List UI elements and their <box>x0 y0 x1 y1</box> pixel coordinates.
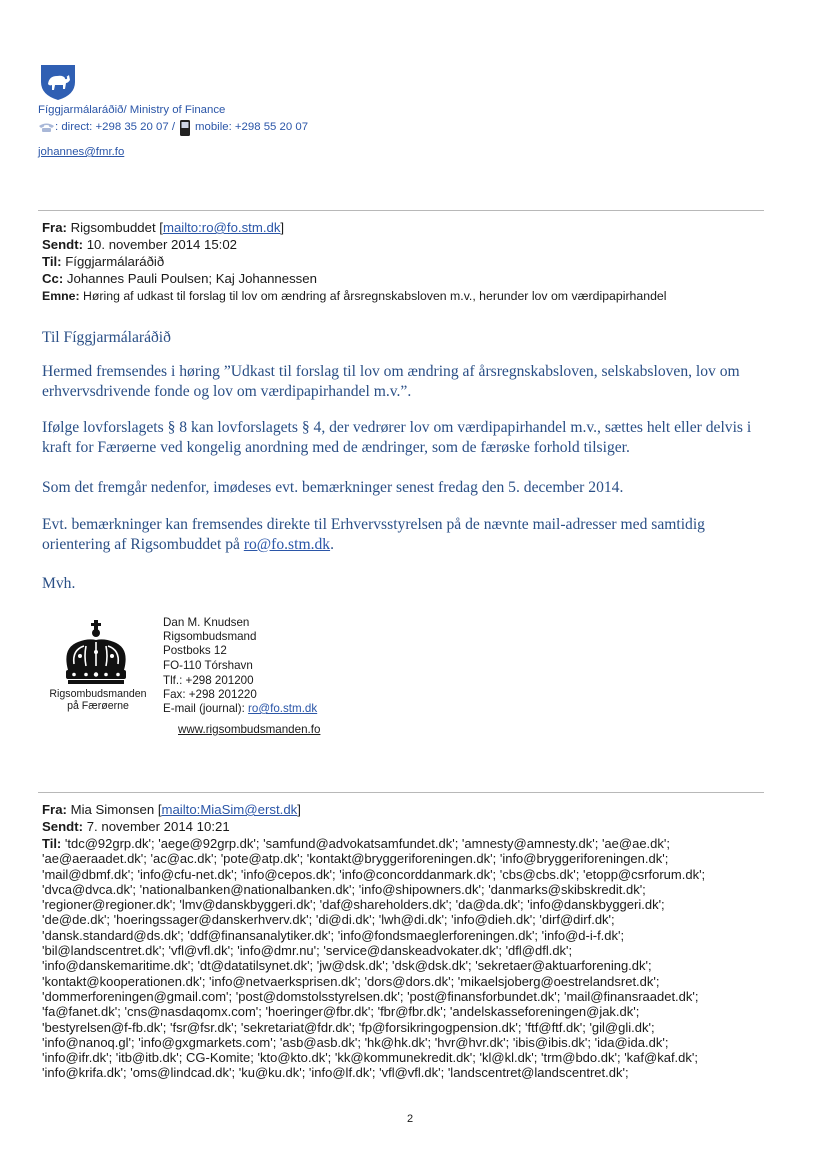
logo-caption: Rigsombudsmanden på Færøerne <box>49 688 147 712</box>
email1-cc: Cc: Johannes Pauli Poulsen; Kaj Johannessen <box>42 271 317 286</box>
recipient-line: 'regioner@regioner.dk'; 'lmv@danskbyggeri.dk'; 'daf@shareholders.dk'; 'da@da.dk'; 'info@danskbyggeri.dk'; <box>42 897 665 913</box>
recipient-line: Til: 'tdc@92grp.dk'; 'aege@92grp.dk'; 'samfund@advokatsamfundet.dk'; 'amnesty@amnesty.dk'; 'ae@ae.dk'; <box>42 836 670 851</box>
signature-address-2: FO-110 Tórshavn <box>163 659 253 672</box>
recipient-line: 'ae@aeraadet.dk'; 'ac@ac.dk'; 'pote@atp.dk'; 'kontakt@bryggeriforeningen.dk'; 'info@bryggeriforeningen.dk'; <box>42 851 669 867</box>
crown-logo-icon <box>60 618 132 686</box>
letter-closing: Mvh. <box>42 575 76 592</box>
email1-sent: Sendt: 10. november 2014 15:02 <box>42 237 238 252</box>
telephone-icon <box>38 122 55 133</box>
recipient-line: 'mail@dbmf.dk'; 'info@cfu-net.dk'; 'info@cepos.dk'; 'info@concorddanmark.dk'; 'cbs@cbs.dk'; 'etopp@csrforum.dk'; <box>42 866 706 882</box>
letter-paragraph-4: Evt. bemærkninger kan fremsendes direkte til Erhvervsstyrelsen på de nævnte mail-adresser med samtidig orientering af Rigsombuddet på ro@fo.stm.dk. <box>42 516 705 553</box>
recipient-line: 'fa@fanet.dk'; 'cns@nasdaqomx.com'; 'hoeringer@fbr.dk'; 'fbr@fbr.dk'; 'andelskasseforeningen@jak.dk'; <box>42 1004 640 1020</box>
email2-from-link[interactable]: mailto:MiaSim@erst.dk <box>161 802 298 817</box>
recipient-line: 'info@danskemaritime.dk'; 'dt@datatilsynet.dk'; 'jw@dsk.dk'; 'dsk@dsk.dk'; 'sekretaer@aktuarforening.dk'; <box>42 958 652 974</box>
signature-fax: Fax: +298 201220 <box>163 688 257 701</box>
recipient-line: 'dansk.standard@ds.dk'; 'ddf@finansanalytiker.dk'; 'info@fondsmaeglerforeningen.dk'; 'info@d-i-f.dk'; <box>42 927 625 943</box>
recipient-line: 'bil@landscentret.dk'; 'vfl@vfl.dk'; 'info@dmr.nu'; 'service@danskeadvokater.dk'; 'dfl@dfl.dk'; <box>42 943 573 959</box>
recipient-line: 'bestyrelsen@f-fb.dk'; 'fsr@fsr.dk'; 'sekretariat@fdr.dk'; 'fp@forsikringogpension.dk'; 'ftf@ftf.dk'; 'gil@gli.dk'; <box>42 1019 655 1035</box>
direct-phone: : direct: +298 35 20 07 / <box>55 121 176 133</box>
email1-from-link[interactable]: mailto:ro@fo.stm.dk <box>162 220 281 235</box>
signature-website-link[interactable]: www.rigsombudsmanden.fo <box>178 723 321 736</box>
rigsombud-email-link[interactable]: ro@fo.stm.dk <box>243 535 331 553</box>
letter-paragraph-1: Hermed fremsendes i høring ”Udkast til forslag til lov om ændring af årsregnskabsloven, selskabsloven, lov om erhvervsdrivende fonde og lov om værdipapirhandel m.v.”. <box>42 363 740 400</box>
letter-paragraph-2: Ifølge lovforslagets § 8 kan lovforslagets § 4, der vedrører lov om værdipapirhandel m.v., sættes helt eller delvis i kraft for Færøerne ved kongelig anordning med de ændringer, som de færøske forhold tilsiger. <box>42 419 752 456</box>
divider <box>38 210 764 211</box>
ministry-name: Fíggjarmálaráðið/ Ministry of Finance <box>38 104 226 116</box>
email2-from: Fra: Mia Simonsen [mailto:MiaSim@erst.dk] <box>42 802 301 817</box>
recipient-line: 'dvca@dvca.dk'; 'nationalbanken@nationalbanken.dk'; 'info@shipowners.dk'; 'danmarks@skibskredit.dk'; <box>42 881 646 897</box>
page-number: 2 <box>407 1113 414 1125</box>
signature-name: Dan M. Knudsen <box>163 616 250 629</box>
signature-phone: Tlf.: +298 201200 <box>163 674 254 687</box>
recipient-line: 'kontakt@kooperationen.dk'; 'info@netvaerksprisen.dk'; 'dors@dors.dk'; 'mikaelsjoberg@oestrelandsret.dk'; <box>42 973 660 989</box>
mobile-phone: mobile: +298 55 20 07 <box>195 121 309 133</box>
mobile-phone-icon <box>179 120 191 136</box>
recipient-line: 'info@krifa.dk'; 'oms@lindcad.dk'; 'ku@ku.dk'; 'info@lf.dk'; 'vfl@vfl.dk'; 'landscentret@landscentret.dk'; <box>42 1065 629 1081</box>
signature-address-1: Postboks 12 <box>163 644 227 657</box>
contact-line <box>38 120 308 134</box>
email1-to: Til: Fíggjarmálaráðið <box>42 254 165 269</box>
recipient-line: 'info@nanoq.gl'; 'info@gxgmarkets.com'; 'asb@asb.dk'; 'hk@hk.dk'; 'hvr@hvr.dk'; 'ibis@ibis.dk'; 'ida@ida.dk'; <box>42 1034 669 1050</box>
signature-email: E-mail (journal): ro@fo.stm.dk <box>163 702 318 715</box>
email2-sent: Sendt: 7. november 2014 10:21 <box>42 819 230 834</box>
signature-email-link[interactable]: ro@fo.stm.dk <box>248 702 318 715</box>
ministry-email-link[interactable]: johannes@fmr.fo <box>38 146 125 158</box>
ministry-emblem-icon <box>38 62 78 102</box>
email1-subject: Emne: Høring af udkast til forslag til lov om ændring af årsregnskabsloven m.v., herunder lov om værdipapirhandel <box>42 289 667 303</box>
email2-to-list <box>42 836 770 1081</box>
recipient-line: 'de@de.dk'; 'hoeringssager@danskerhverv.dk'; 'di@di.dk'; 'lwh@di.dk'; 'info@dieh.dk'; 'dirf@dirf.dk'; <box>42 912 615 928</box>
recipient-line: 'info@ifr.dk'; 'itb@itb.dk'; CG-Komite; 'kto@kto.dk'; 'kk@kommunekredit.dk'; 'kl@kl.dk'; 'trm@bdo.dk'; 'kaf@kaf.dk'; <box>42 1050 698 1066</box>
letter-paragraph-3: Som det fremgår nedenfor, imødeses evt. bemærkninger senest fredag den 5. december 2014. <box>42 479 624 496</box>
email1-from: Fra: Rigsombuddet [mailto:ro@fo.stm.dk] <box>42 220 285 235</box>
recipient-line: 'dommerforeningen@gmail.com'; 'post@domstolsstyrelsen.dk'; 'post@finansforbundet.dk'; 'mail@finansraadet.dk'; <box>42 988 699 1004</box>
letter-greeting: Til Fíggjarmálaráðið <box>42 329 171 346</box>
divider <box>38 792 764 793</box>
signature-title: Rigsombudsmand <box>163 630 257 643</box>
